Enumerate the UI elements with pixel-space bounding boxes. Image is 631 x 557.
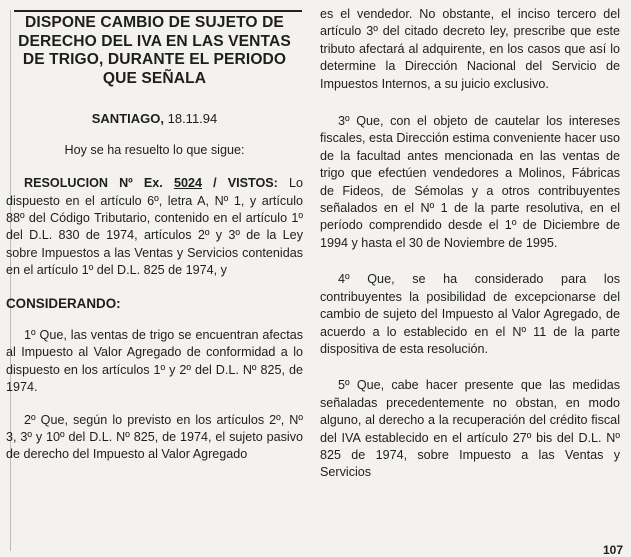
considerando-1-text: Que, las ventas de trigo se encuentran afectas al Impuesto al Valor Agregado de conformidad a lo dispuesto en los artículos 1º y 2º del D.L. Nº 825, de 1974. <box>6 328 303 395</box>
right-column <box>320 6 620 482</box>
dateline-date: 18.11.94 <box>167 111 218 127</box>
considerando-2-number: 2º <box>24 412 36 427</box>
considerando-4-number: 4º <box>338 272 350 287</box>
resolution-paragraph <box>6 175 303 279</box>
considerando-1-number: 1º <box>24 328 36 343</box>
page-number: 107 <box>602 543 623 557</box>
considerando-4-text: Que, se ha considerado para los contribuyentes la posibilidad de excepcionarse del cambio de sujeto del Impuesto al Valor Agregado, de acuerdo a lo establecido en el Nº 11 de la parte dispositiva de esta resolución. <box>320 272 621 356</box>
considerando-5-number: 5º <box>338 378 350 393</box>
considerando-heading: CONSIDERANDO: <box>6 295 121 311</box>
intro-text: Hoy se ha resuelto lo que sigue: <box>64 142 245 157</box>
considerando-2-text: Que, según lo previsto en los artículos 2º, Nº 3, 3º y 10º del D.L. Nº 825, de 1974, el sujeto pasivo de derecho del Impuesto al Valor Agregado <box>6 412 303 462</box>
considerando-5-text: Que, cabe hacer presente que las medidas señaladas precedentemente no obstan, en modo alguno, al derecho a la recuperación del crédito fiscal del IVA establecido en el artículo 27º bis del D.L. Nº 825 de 1974, sobre Impuesto a las Ventas y Servicios <box>320 378 621 480</box>
resolution-vistos: / VISTOS: <box>213 176 278 191</box>
considerando-3-number: 3º <box>338 114 350 129</box>
considerando-2 <box>6 412 303 464</box>
dateline <box>6 110 303 127</box>
considerando-3-text: Que, con el objeto de cautelar los intereses fiscales, esta Dirección estima conveniente hacer uso de la facultad antes mencionada en las ventas de trigo que efectúen vendedores a Molinos, Fábricas de Fideos, de Sémolas y a otros contribuyentes señalados en el Nº 1 de la parte resolutiva, en el período comprendido desde el 1º de Diciembre de 1994 y hasta el 30 de Noviembre de 1995. <box>320 114 621 250</box>
left-column <box>6 12 303 464</box>
resolution-label: RESOLUCION Nº Ex. <box>24 176 163 191</box>
dateline-place: SANTIAGO, <box>91 111 164 127</box>
document-title: DISPONE CAMBIO DE SUJETO DE DERECHO DEL IVA EN LAS VENTAS DE TRIGO, DURANTE EL PERIODO QUE SEÑALA <box>18 14 291 87</box>
considerando-3 <box>320 113 620 252</box>
continuation-paragraph: es el vendedor. No obstante, el inciso tercero del artículo 3º del citado decreto ley, prescribe que este tributo afectará al adquirente, en los casos que así lo determine la Dirección Nacional del Servicio de Impuestos Internos, a su juicio exclusivo. <box>320 7 620 91</box>
resolution-number: 5024 <box>173 176 202 191</box>
considerando-1 <box>6 327 303 397</box>
resolution-text: Lo dispuesto en el artículo 6º, letra A, Nº 1, y artículo 88º del Código Tributario, contenido en el artículo 1º del D.L. 830 de 1974, artículos 2º y 3º de la Ley sobre Impuestos a las Ventas y Servicios contenidas en el artículo 1º del D.L. 825 de 1974, y <box>6 176 304 278</box>
considerando-4 <box>320 271 620 358</box>
considerando-5 <box>320 377 620 481</box>
